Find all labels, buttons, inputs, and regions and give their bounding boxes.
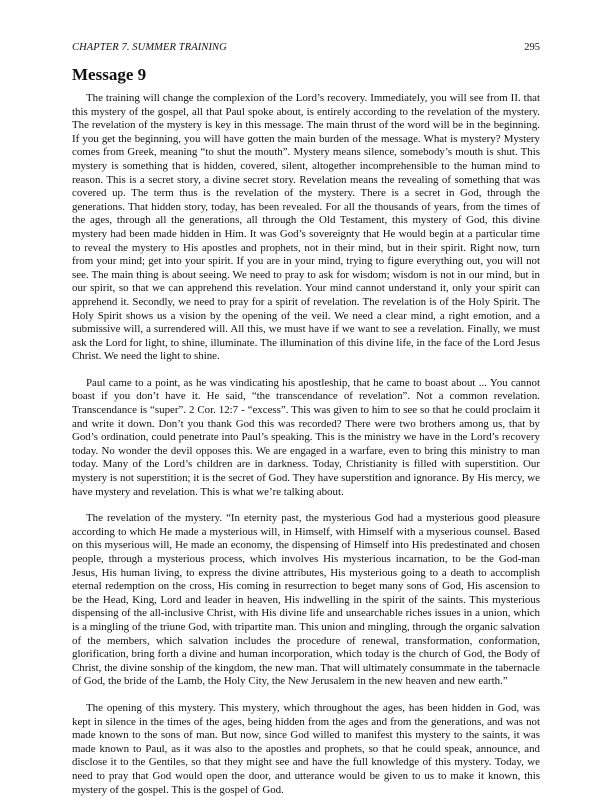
body-paragraph: The revelation of the mystery. “In eternity past, the mysterious God had a mysterious good pleasure according to which He made a mysterious will, in Himself, with Himself with a myserious counsel. Based on this myserious will, He made an economy, the dispensing of Himself into His predestinated and chosen people, through a mysterious process, which involves His mysterious incarnation, to be the God-man Jesus, His human living, to express the divine attributes, His mysterious going to a death to accomplish eternal redemption on the cross, His coming in resurrection to beget many sons of God, His ascension to be the Head, King, Lord and leader in heaven, His indwelling in the spirit of the saints. This mysterious dispensing of the all-inclusive Christ, with His divine life and unsearchable riches issues in a union, which is a mingling of the triune God, with tripartite man. This union and mingling, through the organic salvation of the members, which salvation includes the procedure of renewal, transformation, conformation, glorification, bring forth a divine and human incorporation, which today is the church of God, the Body of Christ, the divine sonship of the kingdom, the new man. That will ultimately consummate in the tabernacle of God, the bride of the Lamb, the Holy City, the New Jerusalem in the new heaven and new earth.” (72, 512, 540, 688)
body-paragraph: Paul came to a point, as he was vindicating his apostleship, that he came to boast about ... You cannot boast if you don’t have it. He said, “the transcendance of revelation”. Not a common revelation. Transcendance is “super”. 2 Cor. 12:7 - “excess”. This was given to him to see so that he could proclaim it and write it down. Don’t you thank God this was recorded? There were two brothers among us, that by God’s ordination, could penetrate into Paul’s speaking. This is the ministry we have in the Lord’s recovery today. No wonder the devil opposes this. We are engaged in a warfare, even to bring this ministry to man today. Many of the Lord’s children are in darkness. Today, Christianity is filled with superstition. Our mystery is not superstition; it is the secret of God. They have superstition and ignorance. By His mercy, we have mystery and revelation. This is what we’re talking about. (72, 376, 540, 498)
chapter-heading: CHAPTER 7. SUMMER TRAINING (72, 42, 227, 53)
body-paragraph: The training will change the complexion of the Lord’s recovery. Immediately, you will see from II. that this mystery of the gospel, all that Paul spoke about, is entirely according to the revelation of the mystery. The revelation of the mystery is key in this message. The main thrust of the word will be in the beginning. If you get the beginning, you will have gotten the main burden of the message. What is mystery? Mystery comes from Greek, meaning “to shut the mouth”. Mystery means silence, somebody’s mouth is shut. This mystery is something that is hidden, covered, silent, altogether incomprehensible to the human mind to reason. This is a secret story, a divine secret story. Revelation means the revealing of something that was covered up. The term thus is the revelation of the mystery. There is a secret in God, through the generations. That hidden story, today, has been revealed. For all the thousands of years, from the times of the ages, through all the generations, all through the Old Testament, this mystery of God, this divine mystery had been made hidden in Him. It was God’s sovereignty that He would begin at a particular time to reveal the mystery to His apostles and prophets, not in their mind, but in their spirit. Right now, turn from your mind; get into your spirit. If you are in your mind, trying to figure everything out, you will not see. The main thing is about seeing. We need to pray to ask for wisdom; wisdom is not in our mind, but in our spirit, so that we can apprehend this revelation. Your mind cannot understand it, only your spirit can apprehend it. Secondly, we need to pray for a spirit of revelation. The revelation is of the Holy Spirit. The Holy Spirit shows us a vision by the opening of the veil. We need a clear mind, a right emotion, and a submissive will, a surrendered will. All this, we must have if we want to see a revelation. Finally, we must ask the Lord for light, to shine, illuminate. The illumination of this divine life, in the face of the Lord Jesus Christ. We need the light to shine. (72, 92, 540, 363)
page-number: 295 (524, 42, 540, 53)
body-paragraph: The opening of this mystery. This mystery, which throughout the ages, has been hidden in God, was kept in silence in the times of the ages, being hidden from the ages and from the generations, and was not made known to the sons of man. But now, since God willed to manifest this mystery to the saints, it was made known to Paul, as it was also to the apostles and prophets, so that he could speak, announce, and disclose it to the Gentiles, so that they might see and have the full knowledge of this mystery. Today, we need to pray that God would open the door, and utterance would be given to us to make it known, this mystery of the gospel. This is the gospel of God. (72, 701, 540, 796)
section-title: Message 9 (72, 65, 147, 84)
document-page (72, 40, 540, 810)
running-header (72, 40, 540, 56)
